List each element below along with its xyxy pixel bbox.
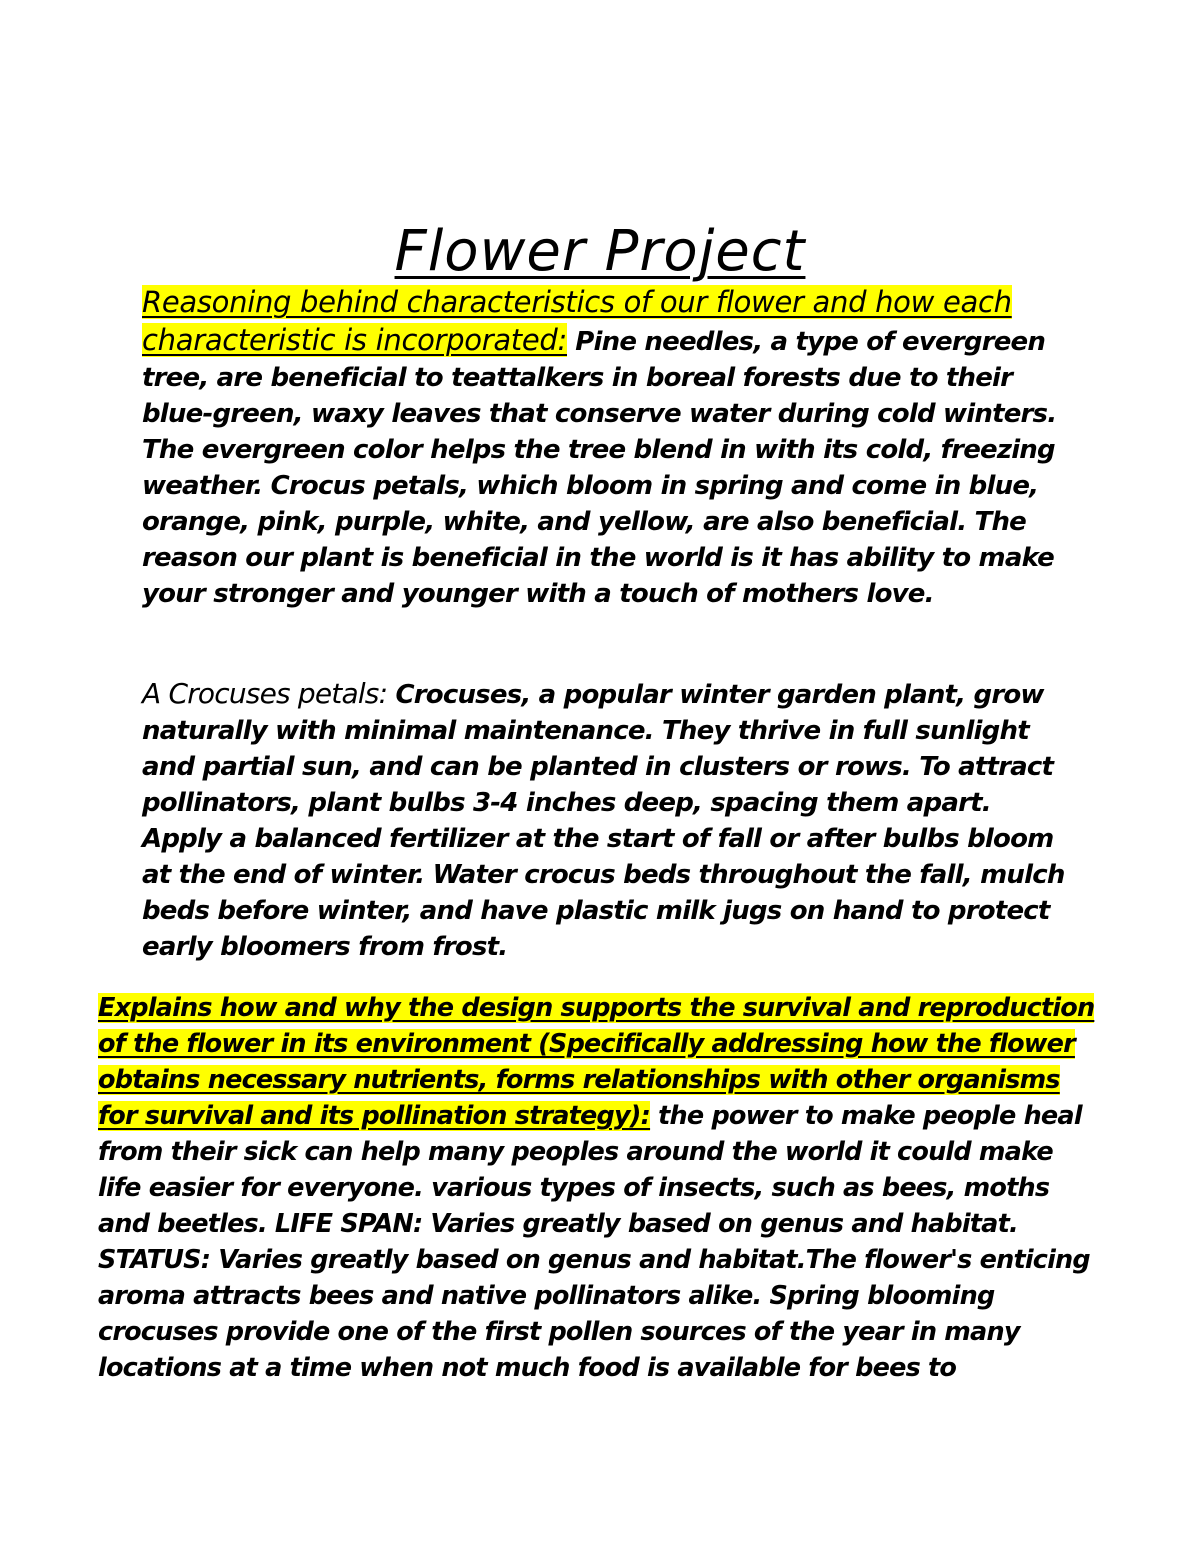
- characteristics-heading: Reasoning behind characteristics of our flower and how each characteristic is incorporated:: [142, 285, 1012, 357]
- characteristics-body: Pine needles, a type of evergreen tree, are beneficial to teattalkers in boreal forests due to their blue-green, waxy leaves that conserve water during cold winters. The evergreen color helps the tree blend in with its cold, freezing weather. Crocus petals, which bloom in spring and come in blue, orange, pink, purple, white, and yellow, are also beneficial. The reason our plant is beneficial in the world is it has ability to make your stronger and younger with a touch of mothers love.: [142, 327, 1057, 609]
- survival-heading: Explains how and why the design supports the survival and reproduction of the flower in its environment (Specifically addressing how the flower obtains necessary nutrients, forms relationships with other organisms for survival and its pollination strategy):: [98, 993, 1095, 1131]
- survival-body: the power to make people heal from their sick can help many peoples around the world it could make life easier for everyone. various types of insects, such as bees, moths and beetles. LIFE SPAN: Varies greatly based on genus and habitat. STATUS: Varies greatly based on genus and habitat.The flower's enticing aroma attracts bees and native pollinators alike. Spring blooming crocuses provide one of the first pollen sources of the year in many locations at a time when not much food is available for bees to: [98, 1101, 1090, 1383]
- section-survival-reproduction: [98, 990, 1098, 1386]
- title-text: Flower Project: [394, 218, 806, 284]
- crocus-petals-lead: A Crocuses petals:: [142, 677, 388, 710]
- page-title: [0, 216, 1200, 288]
- section-crocus-petals: [142, 676, 1072, 965]
- crocus-petals-body: Crocuses, a popular winter garden plant, grow naturally with minimal maintenance. They thrive in full sunlight and partial sun, and can be planted in clusters or rows. To attract pollinators, plant bulbs 3-4 inches deep, spacing them apart. Apply a balanced fertilizer at the start of fall or after bulbs bloom at the end of winter. Water crocus beds throughout the fall, mulch beds before winter, and have plastic milk jugs on hand to protect early bloomers from frost.: [142, 680, 1065, 962]
- section-characteristics: [142, 284, 1072, 612]
